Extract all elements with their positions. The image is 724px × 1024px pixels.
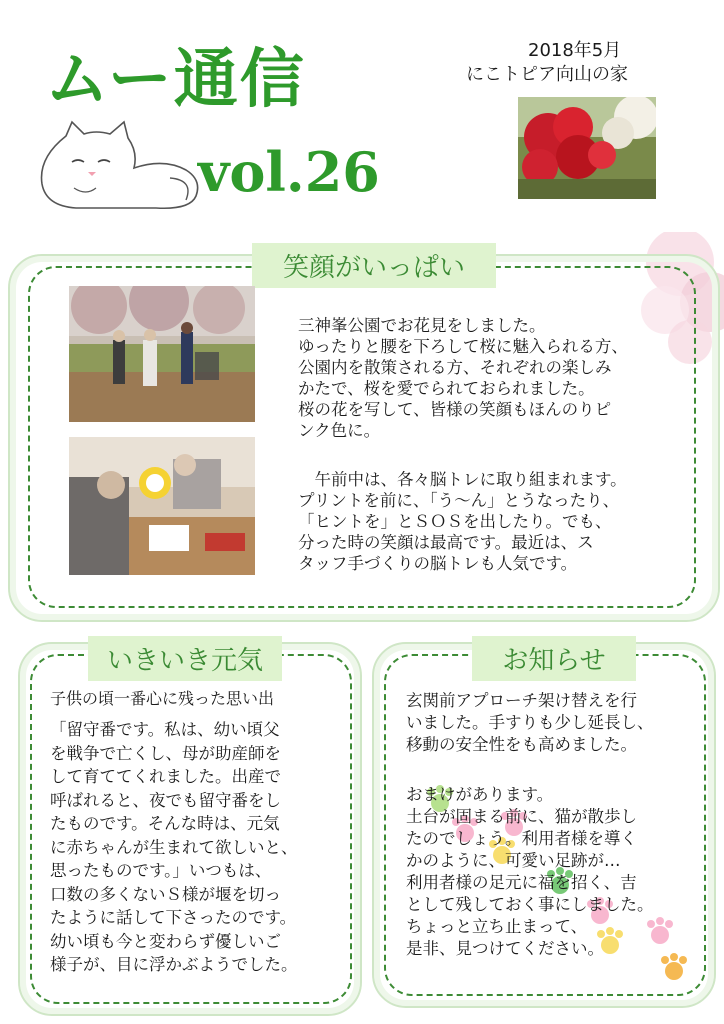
left-section-heading: いきいき元気 [88,636,282,681]
text-line: おまけがあります。 [406,785,554,804]
volume-number: vol.26 [198,140,380,204]
text-line: たように話して下さったのです。 [50,908,297,927]
text-line: 三神峯公園でお花見をしました。 [298,316,546,335]
text-line: たのでしょう。利用者様を導く [406,829,637,848]
facility-name: にこトピア向山の家 [466,64,628,85]
text-line: 様子が、目に浮かぶようでした。 [50,955,298,974]
text-line: 玄関前アプローチ架け替えを行 [406,691,637,710]
text-line: 「留守番です。私は、幼い頃父 [50,720,280,739]
text-line: ゆったりと腰を下ろして桜に魅入られる方、 [298,337,628,356]
text-line: タッフ手づくりの脳トレも人気です。 [298,554,578,573]
text-line: いました。手すりも少し延長し、 [406,713,654,732]
text-line: 利用者様の足元に福を招く、吉 [406,873,637,892]
newsletter-title: ムー通信 [45,43,306,117]
text-line: ちょっと立ち止まって、 [406,917,588,936]
text-line: 思ったものです。」いつもは、 [50,861,272,880]
notice-paragraph-2 [406,784,706,960]
brain-training-photo [69,437,255,575]
main-section-heading: 笑顔がいっぱい [252,243,496,288]
text-line: として残しておく事にしました。 [406,895,654,914]
text-line: 「ヒントを」とＳＯＳを出したり。でも、 [298,512,612,531]
text-line: を戦争で亡くし、母が助産師を [50,743,281,763]
text-line: して育ててくれました。出産で [50,767,281,786]
issue-date: 2018年5月 [528,40,622,61]
park-walk-photo [69,286,255,422]
text-line: ンク色に。 [298,421,381,440]
text-line: 公園内を散策される方、それぞれの楽しみ [298,358,612,377]
memory-question: 子供の頃一番心に残った思い出 [50,689,275,708]
memory-story [50,718,350,977]
azalea-photo [518,97,656,199]
text-line: かのように、可愛い足跡が… [406,851,621,870]
text-line: に赤ちゃんが生まれて欲しいと、 [50,837,298,857]
text-line: たものです。そんな時は、元気 [50,814,280,833]
text-line: 午前中は、各々脳トレに取り組まれます。 [298,470,627,489]
text-line: 分った時の笑顔は最高です。最近は、ス [298,533,594,552]
text-line: 是非、見つけてください。 [406,939,604,958]
text-line: 移動の安全性をも高めました。 [406,735,637,754]
text-line: 幼い頃も今と変わらず優しいご [50,931,281,951]
sleeping-cat-icon [36,118,206,214]
right-section-heading: お知らせ [472,636,636,681]
notice-paragraph-1 [406,690,706,756]
main-paragraph-1 [298,315,688,441]
main-paragraph-2 [298,469,688,574]
text-line: 口数の多くないＳ様が堰を切っ [50,884,281,904]
text-line: 土台が固まる前に、猫が散歩し [406,807,637,826]
text-line: プリントを前に、「う～ん」とうなったり、 [298,491,620,510]
text-line: 呼ばれると、夜でも留守番をし [50,790,281,810]
text-line: かたで、桜を愛でられておられました。 [298,379,595,398]
text-line: 桜の花を写して、皆様の笑顔もほんのりピ [298,400,612,419]
